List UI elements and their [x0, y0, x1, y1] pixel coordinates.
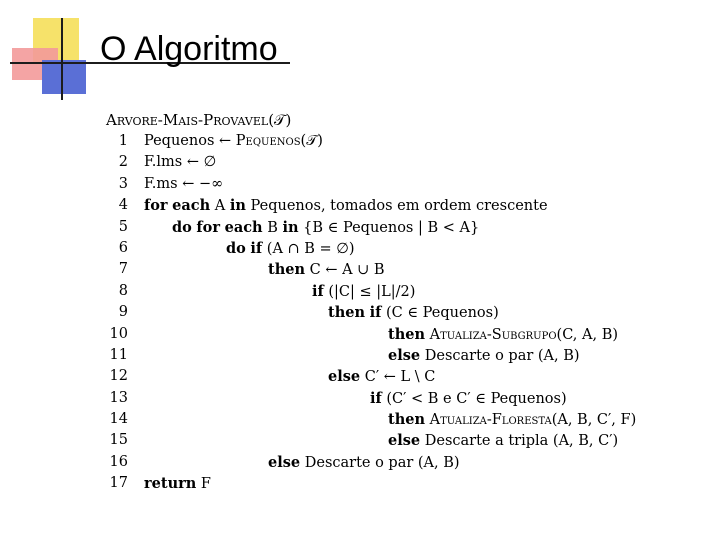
- slide-title: O Algoritmo: [100, 30, 278, 68]
- line-number: 13: [109, 389, 128, 406]
- line-number: 3: [118, 175, 128, 192]
- line-code: F.lms ← ∅: [144, 154, 217, 171]
- line-number: 7: [118, 261, 128, 278]
- blue-square-decoration: [42, 60, 86, 94]
- line-code: then if (C ∈ Pequenos): [328, 304, 499, 322]
- line-number: 4: [118, 197, 128, 214]
- line-number: 11: [109, 346, 128, 363]
- algorithm-line: [106, 473, 696, 494]
- vertical-rule-decoration: [61, 18, 63, 100]
- algorithm-listing: [106, 110, 696, 495]
- line-code: F.ms ← −∞: [144, 175, 224, 192]
- algorithm-line: [106, 324, 696, 345]
- line-number: 15: [109, 432, 128, 449]
- line-number: 1: [118, 133, 128, 149]
- line-number: 5: [118, 218, 128, 235]
- line-code: Pequenos ← Pequenos(𝒯): [144, 133, 323, 149]
- algorithm-line: [106, 452, 696, 473]
- line-code: else Descarte o par (A, B): [268, 453, 460, 471]
- line-code: do if (A ∩ B = ∅): [226, 239, 355, 257]
- algorithm-line: [106, 195, 696, 216]
- algorithm-line: [106, 217, 696, 238]
- line-code: then Atualiza-Subgrupo(C, A, B): [388, 325, 619, 343]
- line-code: then Atualiza-Floresta(A, B, C′, F): [388, 411, 637, 429]
- line-number: 8: [118, 282, 128, 299]
- line-code: return F: [144, 475, 211, 493]
- algorithm-line: [106, 152, 696, 173]
- line-number: 12: [109, 368, 128, 385]
- line-number: 16: [109, 453, 128, 470]
- line-code: then C ← A ∪ B: [268, 261, 385, 279]
- algorithm-line: [106, 366, 696, 387]
- line-number: 17: [109, 475, 128, 492]
- line-code: else C′ ← L \ C: [328, 368, 436, 386]
- algorithm-line: [106, 238, 696, 259]
- algorithm-line: [106, 345, 696, 366]
- algorithm-line: [106, 388, 696, 409]
- algorithm-line: [106, 131, 696, 152]
- line-number: 6: [118, 239, 128, 256]
- line-number: 2: [118, 154, 128, 171]
- algorithm-line: [106, 302, 696, 323]
- line-code: if (|C| ≤ |L|/2): [312, 282, 416, 300]
- algorithm-line: [106, 259, 696, 280]
- line-number: 9: [118, 304, 128, 321]
- line-code: else Descarte a tripla (A, B, C′): [388, 432, 619, 450]
- line-number: 14: [109, 411, 128, 428]
- line-code: else Descarte o par (A, B): [388, 346, 580, 364]
- line-code: for each A in Pequenos, tomados em ordem crescente: [144, 197, 548, 215]
- algorithm-lines: [106, 131, 696, 495]
- algorithm-line: [106, 430, 696, 451]
- algorithm-header: Arvore-Mais-Provavel(𝒯): [106, 111, 292, 129]
- algorithm-line: [106, 409, 696, 430]
- line-code: do for each B in {B ∈ Pequenos | B < A}: [172, 218, 480, 236]
- line-code: if (C′ < B e C′ ∈ Pequenos): [370, 389, 567, 407]
- algorithm-line: [106, 281, 696, 302]
- algorithm-line: [106, 174, 696, 195]
- line-number: 10: [109, 325, 128, 342]
